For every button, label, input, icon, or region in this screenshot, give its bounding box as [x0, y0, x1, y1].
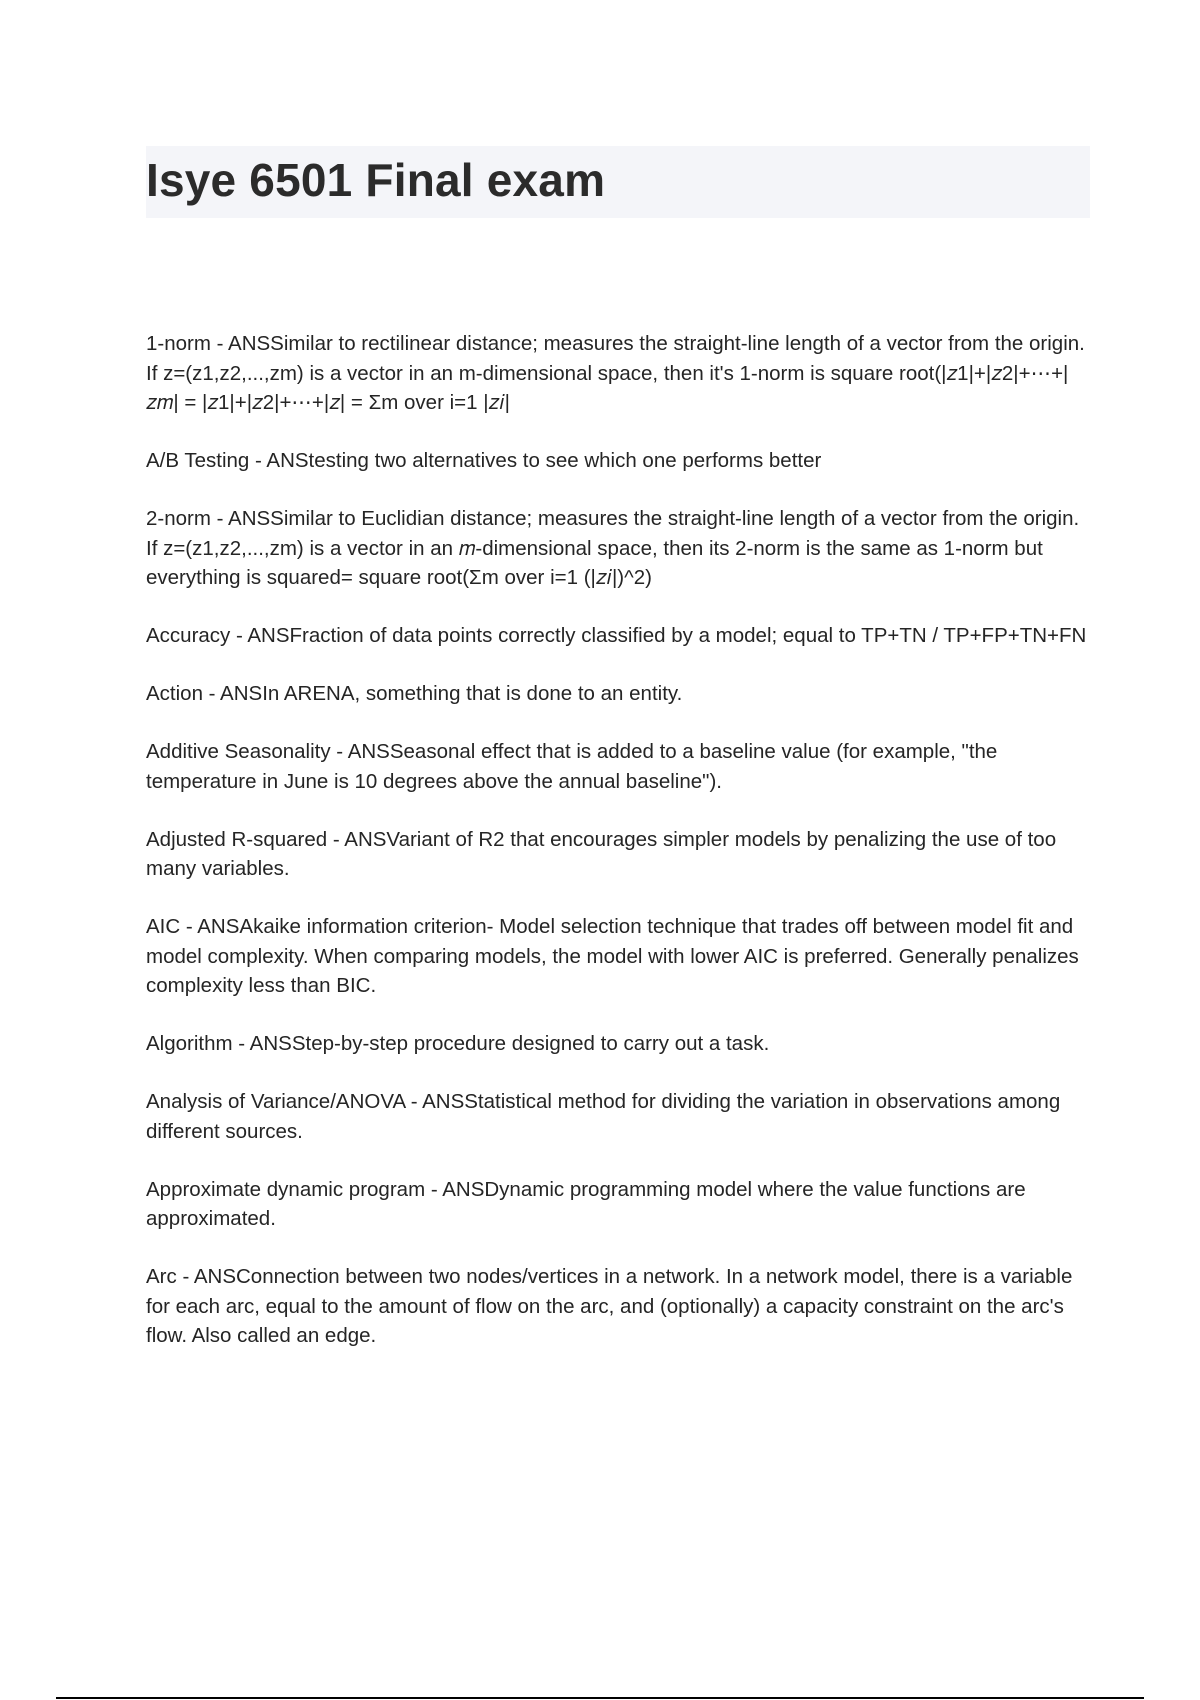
glossary-entry: 2-norm - ANSSimilar to Euclidian distance; measures the straight-line length of a vector from the origin. If z=(z1,z2,...,zm) is a vector in an 𝑚-dimensional space, then its 2-norm is the same as 1-norm but everything is squared= square root(Σm over i=1 (|𝑧𝑖|)^2)	[146, 507, 1080, 589]
page-title: Isye 6501 Final exam	[146, 154, 606, 206]
glossary-entry: Adjusted R-squared - ANSVariant of R2 that encourages simpler models by penalizing the use of too many variables.	[146, 827, 1057, 880]
glossary-entry: Additive Seasonality - ANSSeasonal effect that is added to a baseline value (for example, "the temperature in June is 10 degrees above the annual baseline").	[146, 740, 998, 793]
page-bottom-divider	[56, 1697, 1144, 1699]
title-band	[146, 146, 1090, 218]
glossary-entry: AIC - ANSAkaike information criterion- Model selection technique that trades off between model fit and model complexity. When comparing models, the model with lower AIC is preferred. Generally penalizes complexity less than BIC.	[146, 915, 1079, 997]
glossary-entry: Arc - ANSConnection between two nodes/vertices in a network. In a network model, there is a variable for each arc, equal to the amount of flow on the arc, and (optionally) a capacity constraint on the arc's flow. Also called an edge.	[146, 1265, 1073, 1347]
glossary-entry: Action - ANSIn ARENA, something that is done to an entity.	[146, 682, 683, 705]
glossary-entries	[146, 329, 1090, 1379]
glossary-entry: Analysis of Variance/ANOVA - ANSStatistical method for dividing the variation in observations among different sources.	[146, 1090, 1061, 1143]
glossary-entry: A/B Testing - ANStesting two alternatives to see which one performs better	[146, 449, 822, 472]
glossary-entry: 1-norm - ANSSimilar to rectilinear distance; measures the straight-line length of a vector from the origin. If z=(z1,z2,...,zm) is a vector in an m-dimensional space, then it's 1-norm is square root(|𝑧1|+|𝑧2|+⋯+|𝑧𝑚| = |𝑧1|+|𝑧2|+⋯+|𝑧| = Σm over i=1 |𝑧𝑖|	[146, 332, 1085, 414]
glossary-entry: Algorithm - ANSStep-by-step procedure designed to carry out a task.	[146, 1032, 770, 1055]
glossary-entry: Accuracy - ANSFraction of data points correctly classified by a model; equal to TP+TN / TP+FP+TN+FN	[146, 624, 1087, 647]
glossary-entry: Approximate dynamic program - ANSDynamic programming model where the value functions are approximated.	[146, 1177, 1026, 1230]
